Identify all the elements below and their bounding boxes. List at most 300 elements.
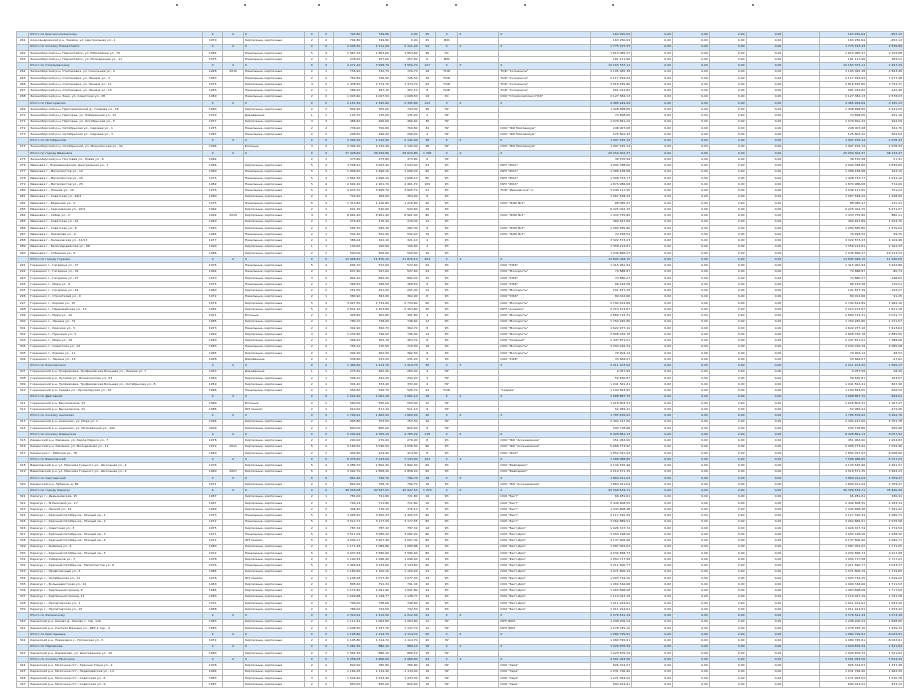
cell-a1: 2 245,30: [333, 44, 362, 50]
cell-mat: X: [243, 457, 304, 463]
cell-s1: 1 433 755,80: [591, 213, 632, 219]
cell-s1: 1 764 945,80: [591, 319, 632, 325]
cell-fl: X: [305, 150, 319, 156]
cell-s4: 0,00: [709, 382, 746, 388]
cell-a1: 560,00: [333, 400, 362, 406]
cell-a2: 362,90: [362, 294, 391, 300]
cell-s4: 0,00: [709, 207, 746, 213]
cell-en: 2: [319, 588, 333, 594]
cell-addr: Карасук г., Советская ул., 3: [29, 525, 203, 531]
cell-org: МУП "ЖКХ": [499, 175, 591, 181]
cell-en: 4: [319, 200, 333, 206]
cell-a2: 1 089,86: [362, 544, 391, 550]
cell-a2: 749,80: [362, 38, 391, 44]
cell-en: X: [319, 394, 333, 400]
cell-q: 16: [419, 207, 435, 213]
cell-no: 277: [17, 169, 29, 175]
cell-y1: 1975: [202, 525, 222, 531]
cell-q: 12: [419, 400, 435, 406]
cell-s2: 0,00: [632, 382, 673, 388]
cell-org: ООО "ЖЭК №3": [499, 232, 591, 238]
cell-s3: 0,00: [672, 32, 709, 38]
cell-mat: Панельные, кирпичные: [243, 269, 304, 275]
cell-addr: Зеленоборский р-н, Пригоряковский д., Главная ул., 18: [29, 107, 203, 113]
cell-en: 3: [319, 144, 333, 150]
cell-s2: 0,00: [632, 113, 673, 119]
cell-s3: 0,00: [672, 325, 709, 331]
cell-s4: 0,00: [709, 325, 746, 331]
cell-addr: Зеленоборский р-н, Степановка, ул. Ленина ул., 11: [29, 82, 203, 88]
cell-a1: 1 111,61: [333, 619, 362, 625]
cell-s3: 0,00: [672, 388, 709, 394]
cell-mat: ЖЗ панели: [243, 575, 304, 581]
cell-addr: Итого по Красносопкинскому: [29, 32, 203, 38]
cell-s2: 0,00: [632, 632, 673, 638]
cell-a2: 1 114,70: [362, 632, 391, 638]
cell-a3: 726,50: [390, 75, 419, 81]
cell-s1: 40 309 679,71: [591, 488, 632, 494]
cell-tot: 2 440 608,55: [820, 500, 867, 506]
cell-y1: 1970: [202, 38, 222, 44]
cell-y1: X: [202, 457, 222, 463]
cell-s4: 0,00: [709, 544, 746, 550]
cell-q: 38: [419, 144, 435, 150]
cell-s3: 0,00: [672, 619, 709, 625]
cell-mat: Панельные, кирпичные: [243, 94, 304, 100]
cell-a2: 270,00: [362, 438, 391, 444]
cell-a1: 892,20: [333, 275, 362, 281]
cell-q: 80: [419, 538, 435, 544]
cell-en: 2: [319, 582, 333, 588]
cell-q: 36: [419, 363, 435, 369]
cell-a2: 1 077,30: [362, 575, 391, 581]
cell-en: 4: [319, 513, 333, 519]
cell-addr: Горенинский р-н, Высоковские, 21: [29, 407, 203, 413]
cell-tp: УК: [435, 282, 457, 288]
cell-s2: 0,00: [632, 75, 673, 81]
cell-addr: Итого по поселку Молочное: [29, 657, 203, 663]
cell-q: 16: [419, 525, 435, 531]
cell-s2: 0,00: [632, 575, 673, 581]
cell-a2: 40 947,53: [362, 488, 391, 494]
cell-mat: X: [243, 394, 304, 400]
cell-tp: НУ: [435, 382, 457, 388]
cell-s1: 2 440 608,55: [591, 500, 632, 506]
cell-a2: 500,00: [362, 250, 391, 256]
cell-mat: X: [243, 150, 304, 156]
cell-a2: 892,20: [362, 275, 391, 281]
cell-mat: Панельные, кирпичные: [243, 344, 304, 350]
cell-mat: X: [243, 657, 304, 663]
cell-s2: 0,00: [632, 169, 673, 175]
cell-mat: Кирпичные, кирпичные: [243, 382, 304, 388]
cell-s3: 0,00: [672, 625, 709, 631]
cell-dif: 1 633,42: [867, 607, 904, 613]
cell-dif: 2 578,03: [867, 94, 904, 100]
cell-y1: 1960: [202, 219, 222, 225]
cell-addr: Горенинский р-н, Трофимовка, Трофимовская Большая ул., Октябрьская ул., 8: [29, 382, 203, 388]
cell-y1: 1967: [202, 494, 222, 500]
cell-q: 14: [419, 332, 435, 338]
cell-s1: 1 036 896,27: [591, 250, 632, 256]
cell-s3: 0,00: [672, 63, 709, 69]
cell-org: ООО "ЖЭК №3": [499, 213, 591, 219]
cell-tp: УК: [435, 213, 457, 219]
cell-s4: 0,00: [709, 32, 746, 38]
cell-addr: Горенинский р-н, Луговая ул., Вознесенская ул., 63: [29, 375, 203, 381]
cell-s1: 1 415 061,94: [591, 263, 632, 269]
cell-tot: 1 029 876,34: [820, 644, 867, 650]
cell-s2: 0,00: [632, 400, 673, 406]
cell-s3: 0,00: [672, 57, 709, 63]
cell-fl: 5: [305, 532, 319, 538]
cell-q: 8: [419, 225, 435, 231]
cell-a1: 278,20: [333, 57, 362, 63]
cell-q: 8: [419, 507, 435, 513]
cell-y1: X: [202, 63, 222, 69]
cell-s3: 0,00: [672, 82, 709, 88]
cell-no: 316: [17, 444, 29, 450]
cell-addr: Ивановка г., Металлистов ул., 12: [29, 169, 203, 175]
cell-q: 12: [419, 288, 435, 294]
cell-s2: 0,00: [632, 557, 673, 563]
cell-q: 32: [419, 275, 435, 281]
cell-a1: 1 438,50: [333, 82, 362, 88]
cell-mat: ЖЗ панели: [243, 538, 304, 544]
cell-s1: 1 087 052,02: [591, 544, 632, 550]
cell-s2: 0,00: [632, 538, 673, 544]
cell-s1: 1 785 876,02: [591, 413, 632, 419]
cell-en: 4: [319, 550, 333, 556]
cell-s5: 0,00: [746, 138, 783, 144]
cell-tp: УК: [435, 607, 457, 613]
cell-s1: 694 014,91: [591, 682, 632, 688]
cell-s1: 4 137 606,90: [591, 538, 632, 544]
cell-s5: 0,00: [746, 57, 783, 63]
cell-a2: 1 064,80: [362, 619, 391, 625]
cell-addr: Итого по Сергиевский: [29, 475, 203, 481]
cell-tot: 451 063,00: [820, 438, 867, 444]
cell-mat: Панельные, кирпичные: [243, 519, 304, 525]
cell-no: 321: [17, 494, 29, 500]
cell-org: ООО "ЖЭК №3": [499, 200, 591, 206]
cell-s3: 0,00: [672, 344, 709, 350]
cell-mat: Кирпичные, кирпичные: [243, 594, 304, 600]
cell-y1: 1973: [202, 325, 222, 331]
cell-y1: X: [202, 257, 222, 263]
cell-fl: 5: [305, 169, 319, 175]
cell-a3: 520,60: [390, 207, 419, 213]
cell-q: 21: [419, 188, 435, 194]
cell-a1: 3 027,50: [333, 300, 362, 306]
cell-tp: НУ: [435, 375, 457, 381]
cell-tot: 1 278 335,10: [820, 625, 867, 631]
cell-fl: 2: [305, 194, 319, 200]
cell-mat: Кирпичные, кирпичные: [243, 82, 304, 88]
cell-s4: 0,00: [709, 563, 746, 569]
cell-tp: УК: [435, 575, 457, 581]
cell-s3: 0,00: [672, 188, 709, 194]
cell-addr: Карасук г., Красный Октябрь кв., Южный кв., 1: [29, 513, 203, 519]
cell-tot: 1 100 823,65: [820, 388, 867, 394]
cell-tot: 2 195 065,38: [820, 69, 867, 75]
cell-en: 2: [319, 125, 333, 131]
cell-s4: 0,00: [709, 488, 746, 494]
cell-s2: 0,00: [632, 138, 673, 144]
cell-tp: НУ: [435, 400, 457, 406]
cell-s2: 0,00: [632, 363, 673, 369]
cell-s3: 0,00: [672, 513, 709, 519]
cell-s1: 2 117 294,93: [591, 75, 632, 81]
cell-tot: 1 260 585,80: [820, 225, 867, 231]
cell-a1: 442,60: [333, 450, 362, 456]
cell-s2: 0,00: [632, 50, 673, 56]
cell-a2: 36 634,80: [362, 150, 391, 156]
cell-en: 4: [319, 538, 333, 544]
cell-a1: 282,30: [333, 225, 362, 231]
cell-a1: 37 428,60: [333, 150, 362, 156]
cell-org: X: [499, 63, 591, 69]
cell-s1: 10 163 337,11: [591, 63, 632, 69]
cell-en: 2: [319, 482, 333, 488]
cell-s4: 0,00: [709, 219, 746, 225]
cell-q: 60: [419, 300, 435, 306]
cell-tp: X: [435, 32, 457, 38]
cell-s5: 0,00: [746, 188, 783, 194]
cell-s5: 0,00: [746, 432, 783, 438]
cell-s4: 0,00: [709, 569, 746, 575]
cell-no: 263: [17, 57, 29, 63]
cell-s5: 0,00: [746, 63, 783, 69]
cell-s3: 0,00: [672, 232, 709, 238]
cell-s5: 0,00: [746, 82, 783, 88]
cell-tot: 1 016 803,31: [820, 400, 867, 406]
cell-a1: 995,80: [333, 419, 362, 425]
cell-dif: 1 271,57: [867, 319, 904, 325]
cell-s2: 0,00: [632, 294, 673, 300]
cell-dif: -653,12: [867, 38, 904, 44]
cell-org: ООО "Заря": [499, 669, 591, 675]
cell-no: 342: [17, 638, 29, 644]
cell-dif: -198,63: [867, 275, 904, 281]
cell-fl: 2: [305, 294, 319, 300]
cell-addr: Горенинский р-н, Высоковские, 23: [29, 400, 203, 406]
cell-y1: 1980: [202, 650, 222, 656]
cell-s3: 0,00: [672, 613, 709, 619]
cell-a2: 791,34: [362, 582, 391, 588]
cell-s2: 0,00: [632, 100, 673, 106]
cell-s4: 0,00: [709, 88, 746, 94]
cell-fl: 2: [305, 407, 319, 413]
cell-no: 297: [17, 300, 29, 306]
cell-s1: 2 808 032,78: [591, 332, 632, 338]
cell-s5: 0,00: [746, 494, 783, 500]
cell-fl: X: [305, 44, 319, 50]
cell-tp: X: [435, 475, 457, 481]
cell-q: 12: [419, 625, 435, 631]
cell-s5: 0,00: [746, 507, 783, 513]
cell-s4: 0,00: [709, 100, 746, 106]
cell-q: 4: [419, 375, 435, 381]
cell-y1: 1980: [202, 544, 222, 550]
cell-a2: 721,80: [362, 494, 391, 500]
cell-a1: 3 169,50: [333, 444, 362, 450]
cell-mat: X: [243, 257, 304, 263]
cell-no: 290: [17, 250, 29, 256]
cell-s1: 7 568 988,85: [591, 457, 632, 463]
cell-s4: 0,00: [709, 282, 746, 288]
cell-tp: УК: [435, 538, 457, 544]
cell-s5: 0,00: [746, 438, 783, 444]
cell-tot: 1 298 206,24: [820, 619, 867, 625]
cell-addr: Итого по Вавиловский: [29, 457, 203, 463]
cell-a3: 414,90: [390, 450, 419, 456]
cell-s4: 0,00: [709, 669, 746, 675]
cell-s3: 0,00: [672, 207, 709, 213]
cell-y2: X: [223, 394, 243, 400]
cell-tp: УК: [435, 519, 457, 525]
cell-s2: 0,00: [632, 332, 673, 338]
cell-a2: 1 853,60: [362, 50, 391, 56]
cell-q: 16: [419, 419, 435, 425]
cell-dif: 3 917,08: [867, 550, 904, 556]
cell-tp: ЭС: [435, 94, 457, 100]
cell-en: 1: [319, 232, 333, 238]
cell-a2: 231,20: [362, 357, 391, 363]
cell-fl: 2: [305, 57, 319, 63]
cell-s2: 0,00: [632, 350, 673, 356]
cell-addr: Каракский р-н, Пермяково, ул. Центральная ул., 10: [29, 650, 203, 656]
cell-tp: X: [435, 100, 457, 106]
cell-q: 45: [419, 38, 435, 44]
cell-q: 16: [419, 94, 435, 100]
cell-no: 291: [17, 263, 29, 269]
cell-org: ООО "Бест-Дом": [499, 600, 591, 606]
cell-dif: -27,62: [867, 357, 904, 363]
cell-en: 2: [319, 625, 333, 631]
cell-no: 304: [17, 344, 29, 350]
cell-y2: X: [223, 100, 243, 106]
cell-s4: 0,00: [709, 494, 746, 500]
cell-a3: 1 089,86: [390, 544, 419, 550]
cell-q: 127: [419, 63, 435, 69]
cell-addr: Итого по Октябрьским: [29, 138, 203, 144]
cell-s4: 0,00: [709, 363, 746, 369]
cell-a2: 800,00: [362, 425, 391, 431]
cell-mat: Кирпичные, кирпичные: [243, 163, 304, 169]
cell-tot: 2 808 032,78: [820, 332, 867, 338]
cell-en: 2: [319, 600, 333, 606]
cell-s2: 0,00: [632, 644, 673, 650]
cell-y1: 1963: [202, 88, 222, 94]
cell-addr: Горенинск г., Гагарина ул., 27: [29, 275, 203, 281]
cell-fl: X: [305, 457, 319, 463]
cell-mat: Кирпичные, кирпичные: [243, 338, 304, 344]
cell-y1: 1966: [202, 163, 222, 169]
cell-tp: X: [435, 457, 457, 463]
cell-org: ТСЖ "Солнечное": [499, 82, 591, 88]
cell-q: 8: [419, 438, 435, 444]
cell-s1: 3 054 198,06: [591, 532, 632, 538]
cell-s3: 0,00: [672, 88, 709, 94]
cell-a3: 2 212,50: [390, 613, 419, 619]
cell-mat: Кирпичные, кирпичные: [243, 650, 304, 656]
cell-dif: 2 497,34: [867, 63, 904, 69]
cell-dif: -8 023,91: [867, 632, 904, 638]
cell-dif: 1 719,65: [867, 569, 904, 575]
cell-y2: X: [223, 413, 243, 419]
cell-mat: Кирпичные, кирпичные: [243, 507, 304, 513]
cell-s3: 0,00: [672, 569, 709, 575]
cell-tot: 1 860 911,04: [820, 475, 867, 481]
cell-s5: 0,00: [746, 232, 783, 238]
cell-addr: Каменский р-н, Каменка, ул. Молодежная ул., 11: [29, 444, 203, 450]
cell-mat: Кирпичные, кирпичные: [243, 638, 304, 644]
cell-addr: Карасук г., Красный Октябрь кв., Металлистов ул., 6: [29, 563, 203, 569]
cell-tot: 163 250,64: [820, 38, 867, 44]
cell-org: X: [499, 363, 591, 369]
cell-s4: 0,00: [709, 588, 746, 594]
cell-mat: Кирпичные, кирпичные: [243, 419, 304, 425]
cell-ser: X: [458, 432, 499, 438]
cell-y1: 1976: [202, 463, 222, 469]
cell-tp: ТСЖ: [435, 82, 457, 88]
cell-fl: 2: [305, 500, 319, 506]
cell-no: 279: [17, 182, 29, 188]
cell-dif: 6 471,07: [867, 207, 904, 213]
cell-mat: Кирпичные, кирпичные: [243, 119, 304, 125]
cell-a2: 376,10: [362, 507, 391, 513]
cell-fl: 5: [305, 182, 319, 188]
cell-s1: 1 408 723,77: [591, 175, 632, 181]
cell-a3: 3 405,33: [390, 513, 419, 519]
cell-s3: 0,00: [672, 438, 709, 444]
cell-a3: 787,32: [390, 525, 419, 531]
cell-addr: Зеленоборский р-н, Степановка, ул. Сокольная ул., 4: [29, 69, 203, 75]
cell-y1: 1963: [202, 225, 222, 231]
cell-s3: 0,00: [672, 519, 709, 525]
cell-y1: 1982: [202, 157, 222, 163]
cell-s3: 0,00: [672, 494, 709, 500]
cell-fl: 2: [305, 625, 319, 631]
cell-s1: 1 071 806,19: [591, 569, 632, 575]
cell-a1: 373,80: [333, 157, 362, 163]
cell-fl: 2: [305, 594, 319, 600]
cell-tp: УК: [435, 350, 457, 356]
cell-y2: X: [223, 44, 243, 50]
cell-mat: Панельные, кирпичные: [243, 513, 304, 519]
cell-y1: 1987: [202, 682, 222, 688]
cell-y1: 1972: [202, 444, 222, 450]
cell-s4: 0,00: [709, 444, 746, 450]
cell-a1: 500,00: [333, 250, 362, 256]
cell-s4: 0,00: [709, 200, 746, 206]
cell-dif: 1 717,69: [867, 588, 904, 594]
cell-a2: 7 143,00: [362, 457, 391, 463]
cell-fl: 2: [305, 350, 319, 356]
cell-tp: X: [435, 363, 457, 369]
cell-s2: 0,00: [632, 44, 673, 50]
cell-s2: 0,00: [632, 444, 673, 450]
cell-a3: 2 142,40: [390, 138, 419, 144]
cell-no: 265: [17, 75, 29, 81]
cell-s3: 0,00: [672, 375, 709, 381]
cell-org: ООО "УЖК": [499, 275, 591, 281]
cell-s1: 3 816 595,80: [591, 82, 632, 88]
cell-q: 64: [419, 163, 435, 169]
cell-s5: 0,00: [746, 482, 783, 488]
cell-a3: 1 008,50: [390, 94, 419, 100]
